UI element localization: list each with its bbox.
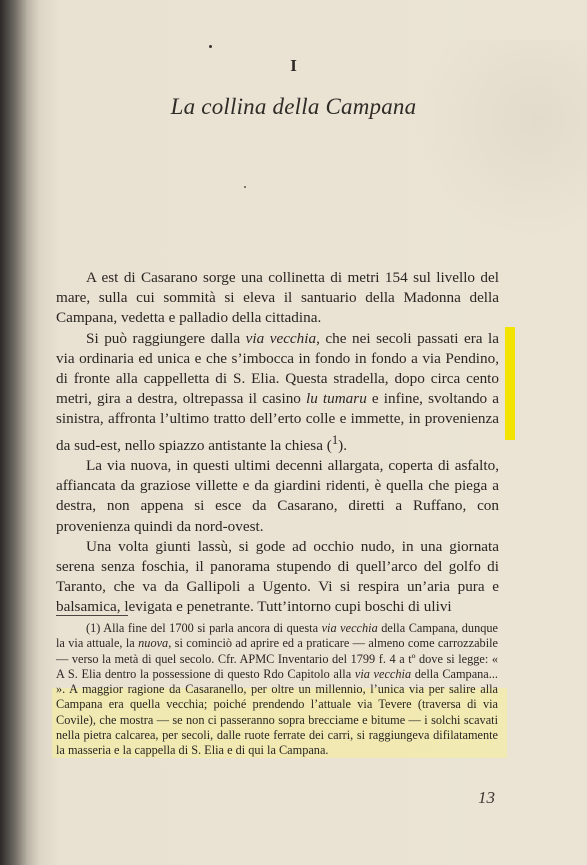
- chapter-title: La collina della Campana: [170, 94, 417, 119]
- page-number: 13: [478, 788, 495, 807]
- text-run: Si può raggiungere dalla: [86, 329, 246, 347]
- italic-term: nuova: [138, 636, 169, 651]
- body-text: [56, 268, 499, 618]
- speck-mark: [209, 45, 212, 48]
- text-run: Alla fine del 1700 si parla ancora di questa: [100, 621, 322, 635]
- footnote-ref[interactable]: 1: [331, 432, 339, 447]
- text-run: della Campana, dunque la via attuale, la: [56, 621, 498, 651]
- text-run: ).: [338, 436, 347, 454]
- paragraph-3: La via nuova, in questi ultimi decenni allargata, coperta di asfalto, affiancata da graziose villette e da giardini ridenti, è quella che piega a destra, non appena si esce da Casarano, diretti a Ruffano, con provenienza quindi da nord-ovest.: [56, 456, 499, 535]
- chapter-number: I: [290, 56, 297, 75]
- text-run: , si cominciò ad aprire ed a praticare — almeno come carrozzabile — verso la metà di quel secolo. Cfr. APMC Inventario del 1799 f. 4 a tº dove si legge: « A S. Elia dentro la possessione di questo Rdo Capitolo alla: [56, 636, 498, 681]
- italic-term: via vecchia: [321, 621, 378, 635]
- paragraph-1: A est di Casarano sorge una collinetta di metri 154 sul livello del mare, sulla cui sommità si eleva il santuario della Madonna della Campana, vedetta e palladio della cittadina.: [56, 269, 499, 327]
- paragraph-2: [56, 329, 499, 456]
- footnote-marker: (1): [86, 621, 101, 635]
- text-run: e infine, svoltando a sinistra, affronta l’ultimo tratto dell’erto colle e immette, in provenienza da sud-est, nello spiazzo antistante la chiesa (: [56, 390, 499, 454]
- footnote-text: [56, 621, 498, 759]
- italic-term: via vecchia: [245, 329, 317, 347]
- footnote-divider: [56, 615, 128, 616]
- text-run: della Campana... ». A maggior ragione da Casaranello, per oltre un millennio, l’unica via per salire alla Campana era quella vecchia; poiché prendendo l’attuale via Tevere (traversa di via Covile), che mostra — se non ci passeranno sopra brecciame e bitume — i solchi scavati nella pietra calcarea, per secoli, dalle ruote ferrate dei carri, si raggiungeva difilatamente la masseria e la cappella di S. Elia e di qui la Campana.: [56, 666, 498, 758]
- italic-term: lu tumaru: [305, 390, 367, 408]
- speck-mark: [244, 186, 246, 188]
- highlighter-margin-mark: [505, 327, 515, 440]
- text-run: , che nei secoli passati era la via ordinaria ed unica e che s’imbocca in fondo in fondo a via Pendino, di fronte alla cappelletta di S. Elia. Questa stradella, dopo circa cento metri, gira a destra, oltrepassa il casino: [56, 329, 499, 408]
- footnote: [56, 621, 498, 759]
- paragraph-4: Una volta giunti lassù, si gode ad occhio nudo, in una giornata serena senza foschia, il panorama stupendo di quell’arco del golfo di Taranto, che va da Gallipoli a Ugento. Vi si respira un’aria pura e balsamica, levigata e penetrante. Tutt’intorno cupi boschi di ulivi: [56, 537, 499, 616]
- italic-term: via vecchia: [354, 666, 412, 681]
